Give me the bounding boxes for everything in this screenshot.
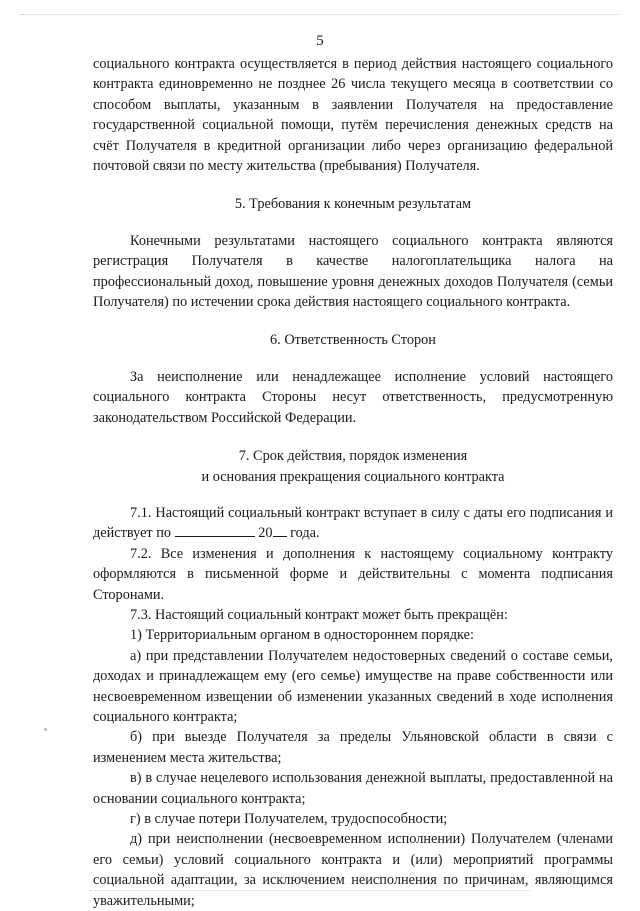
page-number: 5 [316,33,324,49]
clause-7-3-d: д) при неисполнении (несвоевременном исполнении) Получателем (членами его семьи) условий социального контракта и (или) мероприятий программы социальной адаптации, за исключением неисполнения по причинам, являющимся уважительными; [93,831,613,909]
section-6-paragraph: За неисполнение или ненадлежащее исполнение условий настоящего социального контракта Стороны несут ответственность, предусмотренную законодательством Российской Федерации. [93,368,613,426]
scan-speck [44,728,47,731]
clause-7-2: 7.2. Все изменения и дополнения к настоящему социальному контракту оформляются в письменной форме и действительны с момента подписания Сторонами. [93,545,613,603]
clause-7-1-text: 7.1. Настоящий социальный контракт вступает в силу с даты его подписания и действует по [93,504,613,542]
clause-7-3-a: а) при представлении Получателем недостоверных сведений о составе семьи, доходах и принадлежащем ему (его семье) имуществе на праве собственности или несвоевременном извещении об изменении указанных сведений в ходе исполнения социального контракта; [93,647,613,725]
paragraph-intro: социального контракта осуществляется в период действия настоящего социального контракта единовременно не позднее 26 числа текущего месяца в соответствии со способом выплаты, указанным в заявлении Получателя на предоставление государственной социальной помощи, путём перечисления денежных средств на счёт Получателя в кредитной организации либо через организацию федеральной почтовой связи по месту жительства (пребывания) Получателя. [93,56,613,175]
clause-7-3-b: б) при выезде Получателя за пределы Ульяновской области в связи с изменением места жительства; [93,729,613,766]
section-5-heading: 5. Требования к конечным результатам [234,196,472,213]
section-7-heading-line2: и основания прекращения социального контракта [201,468,505,485]
clause-7-1-year-prefix: 20 [258,525,273,542]
date-blank-field [175,523,255,537]
scan-edge-mark [20,14,620,15]
clause-7-1-year-suffix: года. [290,525,320,542]
section-5-paragraph: Конечными результатами настоящего социального контракта являются регистрация Получателя в качестве налогоплательщика налога на профессиональный доход, повышение уровня денежных доходов Получателя (семьи Получателя) по истечении срока действия настоящего социального контракта. [93,232,613,311]
clause-7-3-1: 1) Территориальным органом в одностороннем порядке: [130,627,474,644]
section-6-heading: 6. Ответственность Сторон [270,332,436,349]
year-blank-field [273,523,287,537]
clause-7-3-g: г) в случае потери Получателем, трудоспособности; [130,811,448,827]
clause-7-3: 7.3. Настоящий социальный контракт может быть прекращён: [130,606,508,623]
clause-7-3-v: в) в случае нецелевого использования денежной выплаты, предоставленной на основании социального контракта; [93,770,613,807]
section-7-heading-line1: 7. Срок действия, порядок изменения [238,448,468,465]
document-body [93,54,613,911]
clause-7-1 [93,503,613,544]
scan-edge-mark-bottom [90,890,530,891]
